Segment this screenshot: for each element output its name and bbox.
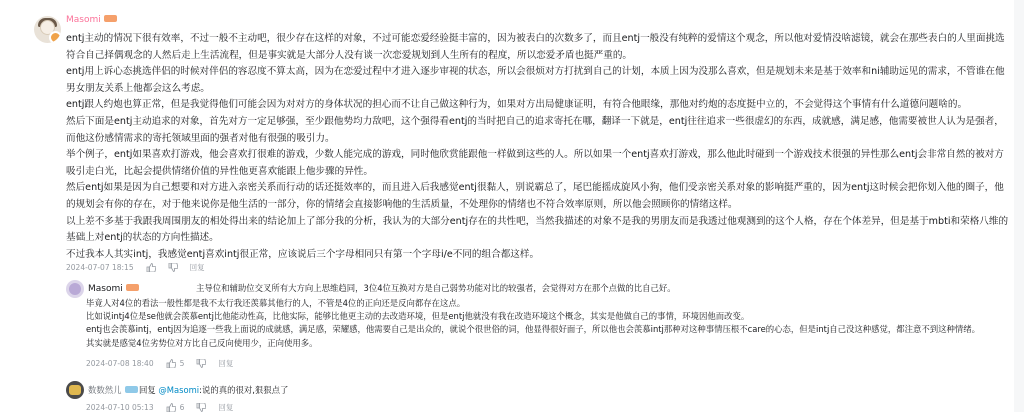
reply-content (139, 384, 288, 396)
comment-meta (66, 262, 205, 273)
comment-paragraph: entj主动的情况下很有效率，不过一般不主动吧，很少存在这样的对象，不过可能恋爱经验挺丰富的，因为被表白的次数多了，而且entj一般没有纯粹的爱情这个观念，所以他对爱情没啥滤镜，就会在那些表白的人里面挑选符合自己择偶观念的人然后走上生活流程，但是事实就是大部分人没有谈一次恋爱规划到人生所有的程度，所以恋爱矛盾也挺严重的。 (66, 33, 1005, 61)
comment-paragraph: entj用上诉心态挑选伴侣的时候对伴侣的容忍度不算太高，因为在恋爱过程中才进入逐步审视的状态，所以会很烦对方打扰到自己的计划，本质上因为没那么喜欢，但是规划未来是基于效率和ni辅助远见的需求，不管谁在他男女朋友关系上他都会这么考虑。 (66, 66, 1005, 94)
sub-reply-paragraph: entj也会羡慕intj，entj因为追逐一些我上面说的成就感，满足感，荣耀感，他需要自己是出众的，就说个很世俗的词，他显得很好面子，所以他也会羡慕intj那种对这种事情压根不care的心态，但是intj自己没这种感觉，都注意不到这种情绪。 (86, 324, 981, 335)
sub-reply-paragraph: 毕竟人对4位的看法一般性都是我不太行我还羡慕其他行的人，不管是4位的正向还是反向都存在这点。 (86, 298, 466, 308)
sub-reply-body (86, 297, 1006, 350)
mention-link[interactable]: @Masomi (158, 385, 200, 395)
dislike-icon[interactable] (196, 403, 206, 412)
dislike-icon[interactable] (196, 359, 206, 368)
sub-reply-first-line: 主导位和辅助位交叉所有大方向上思维趋同，3位4位互换对方是自己弱势功能对比的较强者，会觉得对方在那个点做的比自己好。 (196, 283, 676, 293)
level-badge-icon (125, 386, 138, 393)
like-icon[interactable] (166, 359, 176, 368)
reply-avatar[interactable] (66, 381, 84, 399)
comment-paragraph: 不过我本人其实intj，我感觉entj喜欢intj很正常，应该说后三个字母相同只有第一个字母i/e不同的组合都这样。 (66, 248, 540, 260)
level-badge-icon (126, 284, 139, 291)
reply-meta (86, 402, 233, 412)
avatar-pendant-icon (49, 31, 61, 43)
sub-reply-paragraph: 比如说intj4位是se他就会羡慕entj比他能动性高，比他实际，能够比他更主动的去改造环境，但是entj他就没有我在改造环境这个概念，其实是他做自己的事情，环境因他而改变。 (86, 311, 750, 322)
avatar[interactable] (34, 16, 61, 43)
reply-button[interactable]: 回复 (218, 359, 234, 368)
like-icon[interactable] (166, 403, 176, 412)
comment-username[interactable] (66, 14, 117, 26)
comment-body (66, 31, 1009, 263)
reply-username[interactable] (88, 384, 138, 396)
comment-paragraph: 举个例子，entj如果喜欢打游戏，他会喜欢打很难的游戏，少数人能完成的游戏，同时他欣赏能跟他一样做到这些的人。所以如果一个entj喜欢打游戏，那么他此时碰到一个游戏技术很强的异性那么entj会非常自然的被对方吸引走白光，比起会提供情绪价值的异性他更喜欢能跟上他步骤的异性。 (66, 149, 1004, 177)
comment-paragraph: 以上差不多基于我跟我周围朋友的相处得出来的结论加上了部分我的分析，我认为的大部分entj存在的共性吧，当然我描述的对象不是我的男朋友而是我透过他观测到的这个人格，存在个体差异，但是基于mbti和荣格八维的基础上对entj的状态的方向性描述。 (66, 215, 1009, 244)
username-text[interactable]: Masomi (66, 15, 101, 25)
reply-time: 2024-07-10 05:13 (86, 403, 154, 412)
comment-time: 2024-07-07 18:15 (66, 263, 134, 272)
sub-reply-time: 2024-07-08 18:40 (86, 359, 154, 368)
level-badge-icon (104, 15, 117, 22)
side-strip (1014, 0, 1024, 412)
sub-reply-avatar[interactable] (66, 280, 84, 298)
username-text[interactable]: Masomi (88, 284, 123, 294)
reply-text: :说的真的很对,狠狠点了 (199, 385, 289, 395)
avatar-image (69, 283, 81, 295)
sub-reply-paragraph: 其实就是感觉4位劣势位对方比自己反向使用少，正向使用多。 (86, 337, 318, 348)
dislike-icon[interactable] (168, 263, 178, 272)
sub-reply-meta (86, 358, 233, 369)
like-count: 6 (179, 403, 185, 412)
like-count: 5 (179, 359, 185, 368)
reply-prefix: 回复 (139, 385, 156, 395)
sub-reply-username[interactable] (88, 283, 139, 295)
reply-button[interactable]: 回复 (189, 263, 205, 272)
like-icon[interactable] (146, 263, 156, 272)
comment-paragraph: 然后下面是entj主动追求的对象，首先对方一定足够强，至少跟他势均力敌吧，这个强得看entj的当时把自己的追求寄托在哪，翻译一下就是，entj往往追求一些很虚幻的东西，成就感，满足感，他需要被世人认为是强者，而他这份感情需求的寄托领域里面的强者对他有很强的吸引力。 (66, 115, 1004, 144)
reply-button[interactable]: 回复 (218, 403, 234, 412)
username-text[interactable]: 数数然儿 (88, 385, 122, 395)
avatar-image (69, 385, 81, 395)
comment-paragraph: entj跟人约炮也算正常，但是我觉得他们可能会因为对对方的身体状况的担心而不让自己做这种行为，如果对方出局健康证明，有符合他眼缘，那他对约炮的态度挺中立的，不会觉得这个事情有什么道德问题啥的。 (66, 99, 968, 111)
comment-paragraph: 然后entj如果是因为自己想要和对方进入亲密关系而行动的话还挺效率的，而且进入后我感觉entj很黏人，别说霸总了，尾巴能摇成旋风小狗，他们受亲密关系对象的影响挺严重的，因为entj这时候会把你划入他的圈子，他的规划会有你的存在，对于他来说你是他生活的一部分，你的情绪会直接影响他的生活质量，不处理你的情绪也不符合效率原则，所以他会照顾你的情绪这样。 (66, 182, 1004, 210)
